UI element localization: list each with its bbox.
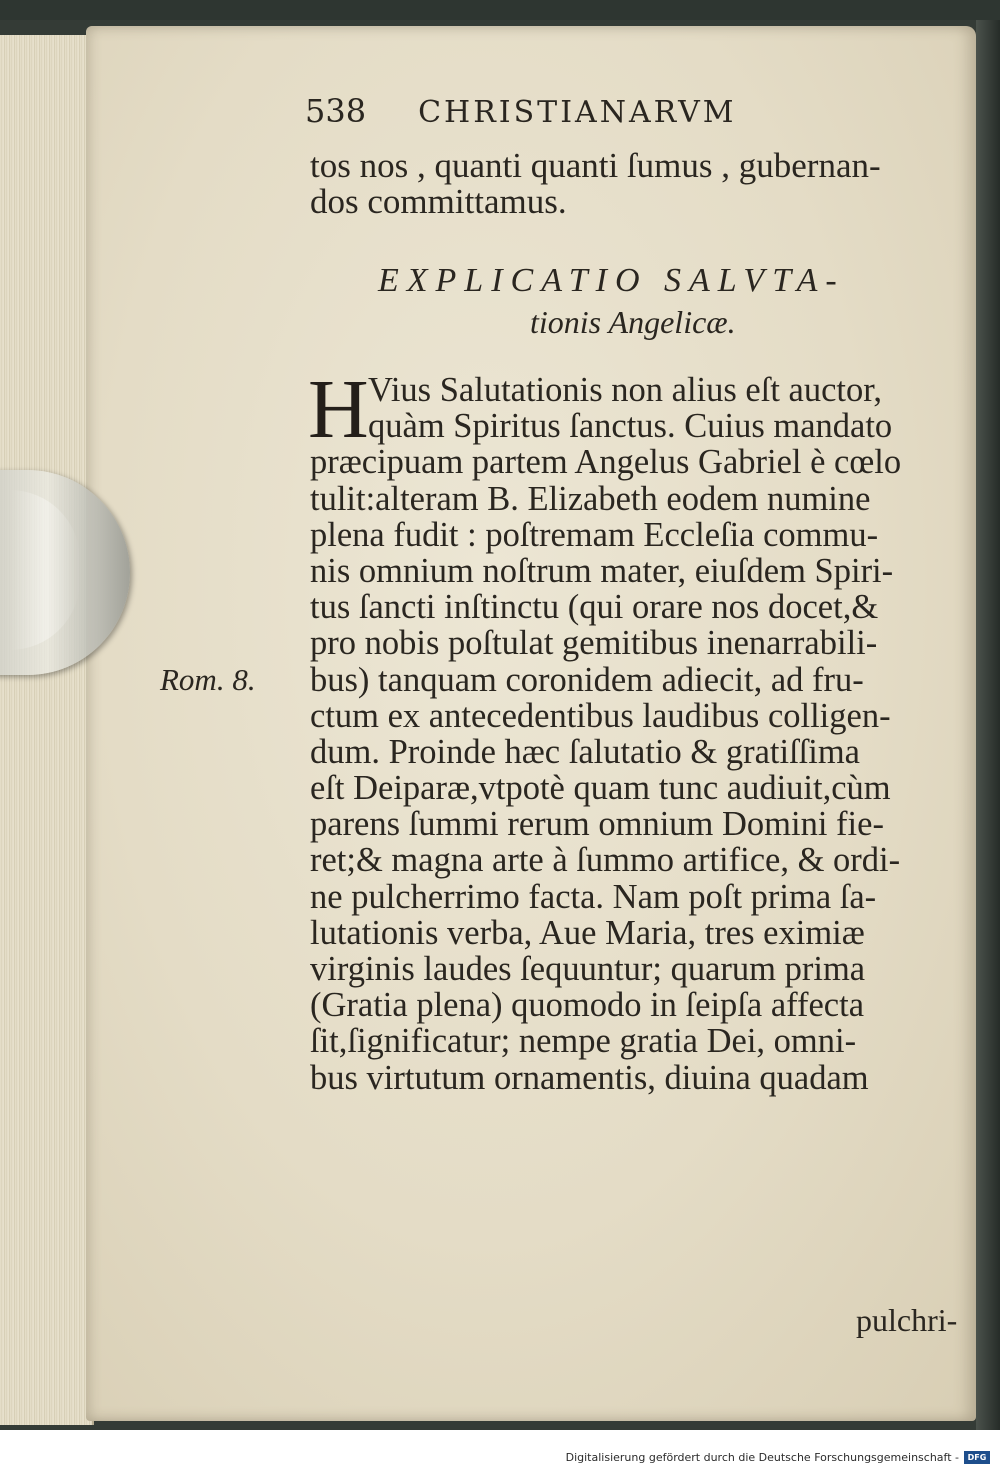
page-number: 538 bbox=[305, 92, 367, 130]
dfg-logo-icon: DFG bbox=[964, 1451, 990, 1464]
margin-note bbox=[160, 662, 256, 698]
text-line: tulit:alteram B. Elizabeth eodem numine bbox=[310, 479, 871, 518]
facing-board-edge bbox=[976, 20, 1000, 1430]
text-line: ctum ex antecedentibus laudibus colligen- bbox=[310, 696, 891, 735]
text-line: dum. Proinde hæc ſalutatio & gratiſſima bbox=[310, 732, 860, 771]
page-edges bbox=[0, 35, 94, 1425]
funding-credit bbox=[566, 1451, 990, 1464]
running-title: CHRISTIANARVM bbox=[418, 95, 737, 130]
text-line: virginis laudes ſequuntur; quarum prima bbox=[310, 950, 866, 988]
text-line: ſit,ſignificatur; nempe gratia Dei, omni- bbox=[310, 1022, 857, 1061]
text-line: bus) tanquam coronidem adiecit, ad fru- bbox=[310, 660, 864, 699]
text-line: præcipuam partem Angelus Gabriel è cœlo bbox=[310, 443, 902, 482]
text-line: nis omnium noſtrum mater, eiuſdem Spiri- bbox=[310, 551, 894, 590]
drop-cap: H bbox=[308, 363, 369, 456]
catchword: pulchri- bbox=[856, 1302, 958, 1338]
text-line: quàm Spiritus ſanctus. Cuius mandato bbox=[368, 407, 893, 446]
text-line: tos nos , quanti quanti ſumus , gubernan- bbox=[310, 146, 881, 185]
text-line: ret;& magna arte à ſummo artifice, & ordi- bbox=[310, 841, 901, 880]
margin-note-text: Rom. 8. bbox=[160, 662, 256, 697]
text-line: parens ſummi rerum omnium Domini fie- bbox=[310, 805, 884, 844]
section-heading-line-2: tionis Angelicæ. bbox=[530, 304, 736, 340]
text-line: plena fudit : poſtremam Eccleſia commu- bbox=[310, 515, 879, 554]
opening-lines bbox=[310, 148, 970, 220]
credit-text: Digitalisierung gefördert durch die Deutsche Forschungsgemeinschaft - bbox=[565, 1451, 959, 1464]
section-heading bbox=[378, 262, 938, 341]
text-line: (Gratia plena) quomodo in ſeipſa affecta bbox=[310, 986, 865, 1025]
text-line: bus virtutum ornamentis, diuina quadam bbox=[310, 1058, 869, 1097]
text-line: ne pulcherrimo facta. Nam poſt prima ſa- bbox=[310, 877, 877, 916]
body-text bbox=[308, 363, 970, 1097]
text-line: pro nobis poſtulat gemitibus inenarrabili- bbox=[310, 624, 878, 663]
text-line: eſt Deiparæ,vtpotè quam tunc audiuit,cùm bbox=[310, 769, 891, 808]
section-heading-line-1: EXPLICATIO SALVTA- bbox=[378, 262, 845, 299]
text-line: dos committamus. bbox=[310, 181, 567, 221]
page-header bbox=[305, 92, 865, 130]
text-line: tus ſancti inſtinctu (qui orare nos docet,& bbox=[310, 588, 879, 627]
text-line: Vius Salutationis non alius eſt auctor, bbox=[368, 371, 882, 409]
text-line: lutationis verba, Aue Maria, tres eximiæ bbox=[310, 913, 865, 952]
